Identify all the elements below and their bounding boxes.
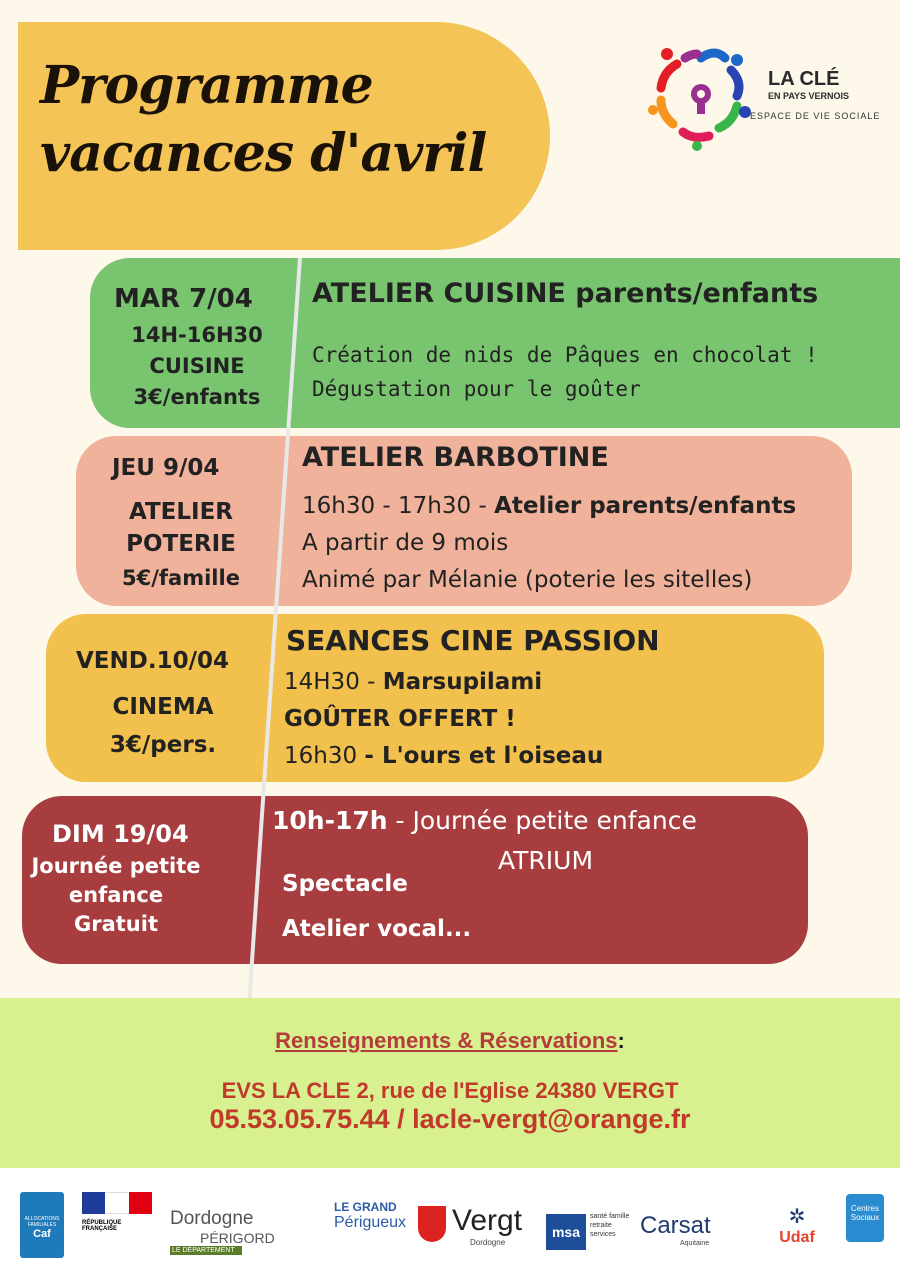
vergt-name: Vergt [452,1204,523,1237]
event-2-audience: Atelier parents/enfants [494,493,797,519]
page-title [40,52,486,188]
msa-sub: santé famille retraite services [590,1213,630,1238]
contact-title-colon: : [617,1028,625,1053]
event-1-description [312,338,818,406]
event-3-category: CINEMA [112,694,214,720]
event-2-date: JEU 9/04 [112,455,220,481]
event-3-film-2: - L'ours et l'oiseau [364,743,604,769]
title-line-2: vacances d'avril [40,123,487,184]
event-2-category-1: ATELIER [128,499,234,525]
logo-subtitle: EN PAYS VERNOIS [768,91,850,101]
event-3-details [78,688,248,764]
carsat-sub: Aquitaine [680,1240,710,1247]
event-4-line-2: Atelier vocal... [282,916,472,942]
contact-title [0,1028,900,1054]
vergt-logo [452,1204,532,1254]
vergt-sub: Dordogne [470,1238,506,1247]
event-4-heading [272,806,697,835]
event-4-date: DIM 19/04 [52,820,189,848]
grand-text-2: Périgueux [334,1214,407,1231]
event-3-description [284,664,603,775]
carsat-logo [640,1212,760,1252]
logo-name: LA CLÉ [768,68,840,90]
dordogne-region: PÉRIGORD [200,1230,275,1246]
udaf-logo [774,1204,820,1254]
event-3-film-1: Marsupilami [382,669,543,695]
french-flag-icon [82,1192,152,1214]
event-1-line-1: Création de nids de Pâques en chocolat ! [312,343,818,367]
event-1-details [112,320,282,413]
grand-text-1: LE GRAND [334,1200,397,1214]
event-2-details [96,496,266,560]
republique-text: RÉPUBLIQUE FRANÇAISE [82,1220,122,1232]
event-1-date: MAR 7/04 [114,284,253,314]
event-4-category-1: Journée petite [31,854,201,878]
event-1-price: 3€/enfants [133,385,261,409]
event-2-category-2: POTERIE [126,531,236,557]
event-3-line-2: GOÛTER OFFERT ! [284,706,516,732]
event-3-line-1 [284,664,603,701]
event-2-line-3: Animé par Mélanie (poterie les sitelles) [302,567,753,593]
event-4-time: 10h-17h [272,806,388,835]
event-2-price: 5€/famille [122,566,240,590]
event-1-heading: ATELIER CUISINE parents/enfants [312,278,819,309]
dordogne-dept: LE DÉPARTEMENT [170,1246,242,1255]
event-2-heading: ATELIER BARBOTINE [302,442,609,473]
logo-tagline: ESPACE DE VIE SOCIALE [750,111,881,121]
udaf-star-icon: ✲ [788,1206,806,1228]
event-1-time: 14H-16H30 [131,323,263,347]
event-3-time-2: 16h30 [284,743,365,769]
contact-title-text: Renseignements & Réservations [275,1028,618,1053]
event-4-details [30,852,202,939]
event-3-price: 3€/pers. [109,732,217,758]
event-1-line-2: Dégustation pour le goûter [312,377,641,401]
event-3-line-3 [284,738,603,775]
contact-phone-email[interactable]: 05.53.05.75.44 / lacle-vergt@orange.fr [209,1104,691,1134]
event-4-description [282,862,471,952]
event-2-line-2: A partir de 9 mois [302,530,509,556]
vergt-crest-icon [418,1206,446,1242]
grand-perigueux-logo [312,1200,408,1250]
event-2-description [302,488,796,599]
event-2-line-1 [302,488,796,525]
la-cle-logo-icon [645,40,757,152]
event-1-category: CUISINE [149,354,245,378]
republique-logo [82,1192,152,1258]
event-4-title: - Journée petite enfance [387,806,697,835]
caf-label: Caf [33,1228,51,1240]
caf-text: ALLOCATIONS FAMILIALES [24,1216,60,1228]
partner-logos-bar [0,1168,900,1266]
dordogne-logo [170,1208,300,1258]
event-2-time: 16h30 - 17h30 - [302,493,495,519]
event-3-heading: SEANCES CINE PASSION [286,624,660,657]
title-line-1: Programme [40,55,373,116]
caf-logo [20,1192,64,1258]
event-4-place: ATRIUM [498,846,594,875]
event-4-price: Gratuit [74,912,158,936]
event-3-date: VEND.10/04 [76,648,230,674]
msa-logo: msa [546,1214,586,1250]
udaf-name: Udaf [779,1229,815,1246]
event-4-line-1: Spectacle [282,871,408,897]
centres-sociaux-logo: Centres Sociaux [846,1194,884,1242]
carsat-name: Carsat [640,1212,711,1239]
contact-address: EVS LA CLE 2, rue de l'Eglise 24380 VERGT [221,1078,679,1103]
event-4-category-2: enfance [68,883,164,907]
dordogne-name: Dordogne [170,1208,254,1229]
event-3-time-1: 14H30 - [284,669,383,695]
